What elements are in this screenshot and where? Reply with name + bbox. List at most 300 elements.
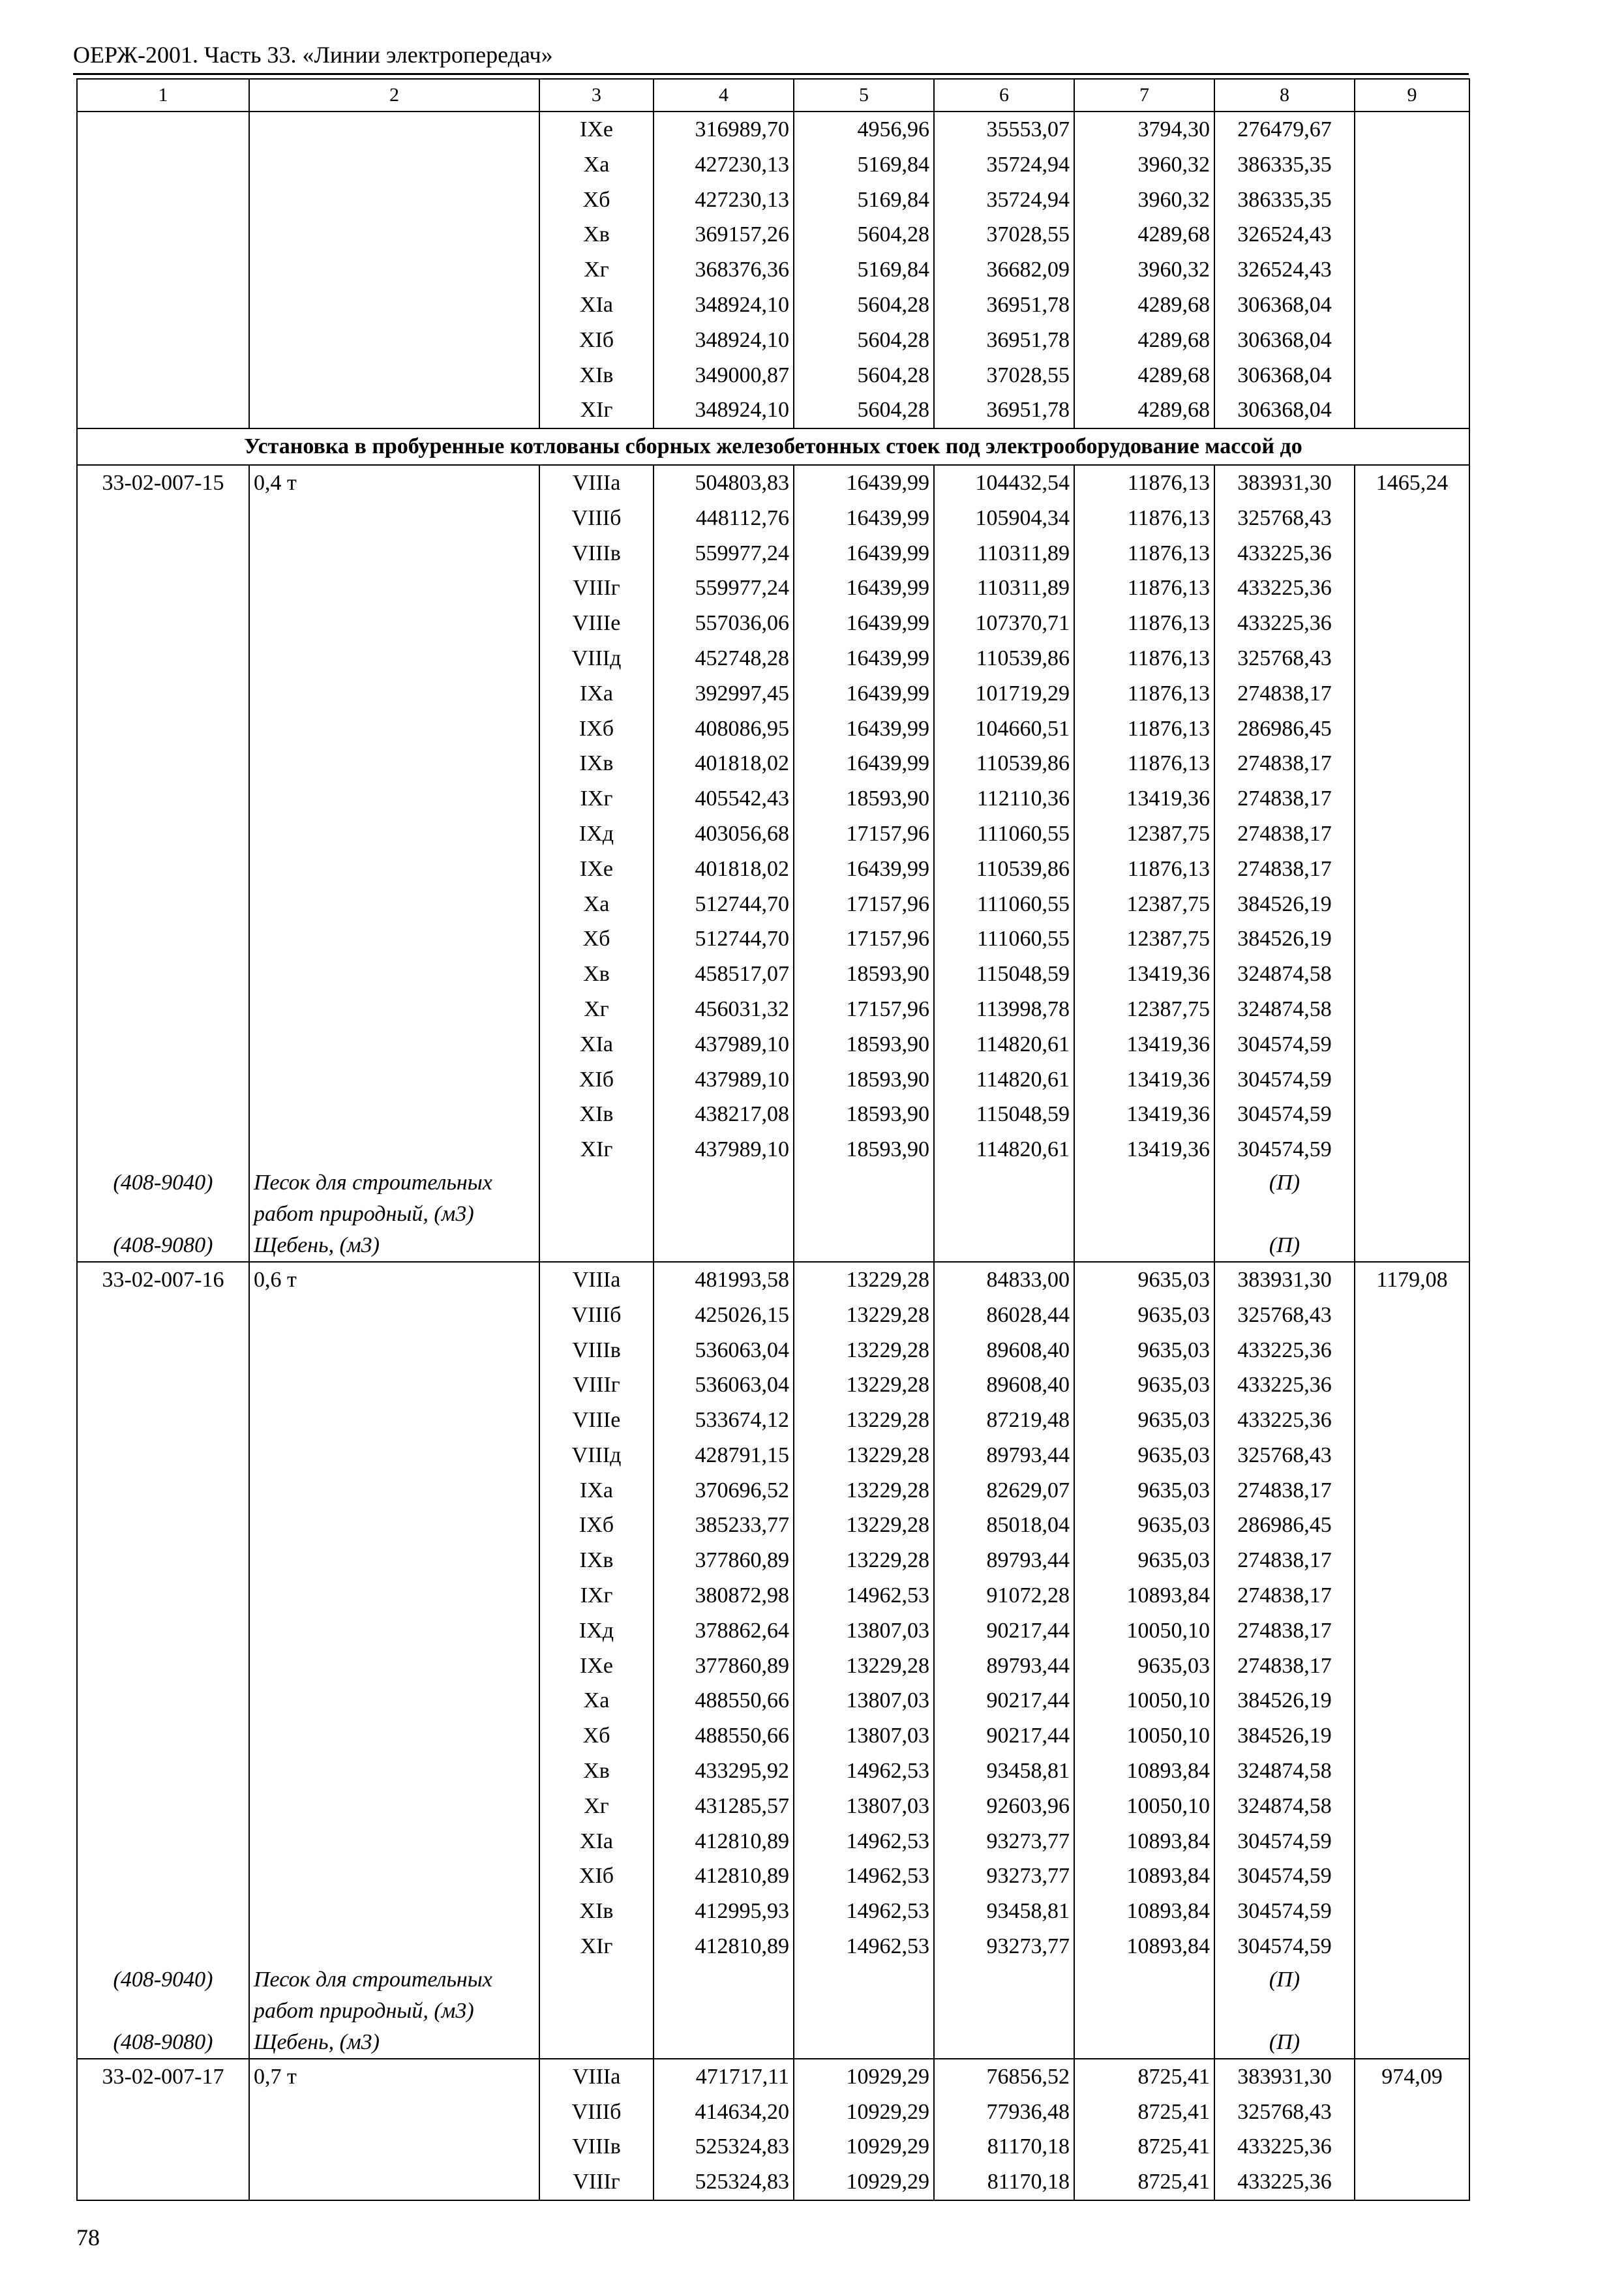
zone-cell: IXб [539,711,654,747]
code-cell [77,1824,249,1859]
value-cell: 35724,94 [934,147,1074,183]
value-cell: 383931,30 [1214,2059,1355,2095]
material-mark: (П) [1214,1167,1355,1199]
name-cell [249,921,539,957]
value-cell: 81170,18 [934,2164,1074,2200]
value-cell: 16439,99 [794,852,934,887]
column-number: 8 [1214,79,1355,112]
code-cell [77,852,249,887]
name-cell [249,1894,539,1929]
table-row [77,112,1469,147]
zone-cell: Xa [539,147,654,183]
material-row [77,1230,1469,1262]
value-cell: 92603,96 [934,1789,1074,1824]
value-cell: 274838,17 [1214,1649,1355,1684]
value-cell: 325768,43 [1214,1438,1355,1473]
column-number: 6 [934,79,1074,112]
table-row [77,1062,1469,1098]
code-cell [77,746,249,781]
value-cell: 378862,64 [654,1613,794,1649]
value-cell: 5169,84 [794,147,934,183]
name-cell [249,1789,539,1824]
material-code [77,1996,249,2027]
value-cell: 13419,36 [1074,781,1214,816]
value-cell: 89793,44 [934,1649,1074,1684]
empty-cell [794,1167,934,1199]
code-cell [77,781,249,816]
value-cell: 9635,03 [1074,1438,1214,1473]
col9-cell [1355,323,1469,358]
col9-cell [1355,921,1469,957]
section-row [77,428,1469,465]
value-cell: 13229,28 [794,1438,934,1473]
zone-cell: VIIIг [539,2164,654,2200]
code-cell [77,676,249,711]
value-cell: 433225,36 [1214,606,1355,641]
value-cell: 114820,61 [934,1132,1074,1167]
value-cell: 13229,28 [794,1649,934,1684]
value-cell: 412810,89 [654,1824,794,1859]
value-cell: 504803,83 [654,465,794,501]
value-cell: 13807,03 [794,1613,934,1649]
code-cell [77,1473,249,1508]
value-cell: 325768,43 [1214,1298,1355,1333]
material-code: (408-9040) [77,1964,249,1996]
value-cell: 9635,03 [1074,1543,1214,1578]
empty-cell [1355,1964,1469,1996]
value-cell: 488550,66 [654,1683,794,1718]
col9-cell [1355,1508,1469,1543]
code-cell [77,641,249,676]
col9-cell [1355,641,1469,676]
value-cell: 82629,07 [934,1473,1074,1508]
table-row [77,1027,1469,1062]
table-row [77,1859,1469,1894]
name-cell [249,1333,539,1368]
col9-cell: 1465,24 [1355,465,1469,501]
zone-cell: Xг [539,252,654,288]
zone-cell: XIa [539,1027,654,1062]
empty-cell [934,2027,1074,2059]
value-cell: 326524,43 [1214,252,1355,288]
zone-cell: VIIIд [539,641,654,676]
value-cell: 304574,59 [1214,1929,1355,1964]
code-cell [77,358,249,393]
name-cell [249,1543,539,1578]
code-cell [77,1508,249,1543]
material-code: (408-9040) [77,1167,249,1199]
empty-cell [539,1199,654,1230]
value-cell: 13229,28 [794,1403,934,1438]
value-cell: 9635,03 [1074,1368,1214,1403]
value-cell: 11876,13 [1074,641,1214,676]
name-cell [249,1473,539,1508]
value-cell: 488550,66 [654,1718,794,1754]
value-cell: 93273,77 [934,1859,1074,1894]
empty-cell [934,1230,1074,1262]
value-cell: 5169,84 [794,183,934,218]
value-cell: 405542,43 [654,781,794,816]
value-cell: 14962,53 [794,1929,934,1964]
table-row [77,921,1469,957]
value-cell: 274838,17 [1214,781,1355,816]
value-cell: 368376,36 [654,252,794,288]
col9-cell [1355,217,1469,252]
empty-cell [1074,1230,1214,1262]
value-cell: 384526,19 [1214,921,1355,957]
value-cell: 437989,10 [654,1062,794,1098]
zone-cell: Xб [539,183,654,218]
code-cell [77,1403,249,1438]
material-mark: (П) [1214,1230,1355,1262]
value-cell: 369157,26 [654,217,794,252]
name-cell [249,1062,539,1098]
material-name: Песок для строительных [249,1167,539,1199]
value-cell: 9635,03 [1074,1508,1214,1543]
value-cell: 10929,29 [794,2164,934,2200]
zone-cell: Xa [539,1683,654,1718]
empty-cell [1074,1199,1214,1230]
table-row [77,641,1469,676]
table-row [77,1754,1469,1789]
col9-cell [1355,1298,1469,1333]
value-cell: 111060,55 [934,921,1074,957]
empty-cell [1074,1996,1214,2027]
code-cell [77,288,249,323]
zone-cell: IXa [539,676,654,711]
name-cell [249,1613,539,1649]
code-cell [77,1789,249,1824]
zone-cell: Xб [539,921,654,957]
zone-cell: IXд [539,816,654,852]
value-cell: 425026,15 [654,1298,794,1333]
zone-cell: XIб [539,1859,654,1894]
empty-cell [1355,2027,1469,2059]
column-number: 7 [1074,79,1214,112]
value-cell: 433225,36 [1214,2129,1355,2164]
value-cell: 401818,02 [654,852,794,887]
value-cell: 5604,28 [794,323,934,358]
col9-cell [1355,676,1469,711]
value-cell: 384526,19 [1214,887,1355,922]
value-cell: 433225,36 [1214,2164,1355,2200]
value-cell: 84833,00 [934,1262,1074,1298]
code-cell [77,1132,249,1167]
code-cell [77,816,249,852]
name-cell [249,1754,539,1789]
zone-cell: XIб [539,323,654,358]
name-cell [249,1718,539,1754]
value-cell: 10893,84 [1074,1894,1214,1929]
zone-cell: VIIIa [539,465,654,501]
value-cell: 559977,24 [654,536,794,571]
zone-cell: XIг [539,393,654,428]
material-row [77,2027,1469,2059]
name-cell [249,816,539,852]
value-cell: 37028,55 [934,217,1074,252]
empty-cell [794,1199,934,1230]
name-cell [249,1578,539,1613]
table-row [77,536,1469,571]
table-row [77,217,1469,252]
code-cell [77,2129,249,2164]
col9-cell [1355,1754,1469,1789]
value-cell: 85018,04 [934,1508,1074,1543]
zone-cell: XIa [539,288,654,323]
value-cell: 512744,70 [654,921,794,957]
empty-cell [934,1996,1074,2027]
value-cell: 87219,48 [934,1403,1074,1438]
value-cell: 10050,10 [1074,1789,1214,1824]
value-cell: 10893,84 [1074,1754,1214,1789]
name-cell [249,1929,539,1964]
zone-cell: VIIIг [539,571,654,606]
value-cell: 525324,83 [654,2164,794,2200]
value-cell: 386335,35 [1214,183,1355,218]
name-cell [249,746,539,781]
value-cell: 438217,08 [654,1097,794,1132]
col9-cell [1355,887,1469,922]
zone-cell: VIIIб [539,1298,654,1333]
empty-cell [539,1964,654,1996]
value-cell: 111060,55 [934,887,1074,922]
value-cell: 383931,30 [1214,1262,1355,1298]
value-cell: 433225,36 [1214,1333,1355,1368]
value-cell: 36951,78 [934,393,1074,428]
zone-cell: Xб [539,1718,654,1754]
empty-cell [1355,1167,1469,1199]
table-row [77,323,1469,358]
material-row [77,1199,1469,1230]
table-row [77,1613,1469,1649]
name-cell [249,1508,539,1543]
zone-cell: IXe [539,112,654,147]
empty-cell [654,1167,794,1199]
col9-cell [1355,1718,1469,1754]
code-cell [77,1754,249,1789]
code-cell [77,1543,249,1578]
name-cell [249,323,539,358]
table-row [77,358,1469,393]
zone-cell: VIIIe [539,1403,654,1438]
value-cell: 5604,28 [794,217,934,252]
zone-cell: XIв [539,1894,654,1929]
value-cell: 9635,03 [1074,1403,1214,1438]
zone-cell: VIIIд [539,1438,654,1473]
value-cell: 4289,68 [1074,393,1214,428]
name-cell [249,358,539,393]
value-cell: 324874,58 [1214,957,1355,992]
zone-cell: VIIIб [539,2095,654,2130]
code-cell [77,1333,249,1368]
empty-cell [654,1964,794,1996]
value-cell: 304574,59 [1214,1132,1355,1167]
material-row [77,1964,1469,1996]
value-cell: 115048,59 [934,1097,1074,1132]
name-cell [249,1368,539,1403]
zone-cell: IXб [539,1508,654,1543]
zone-cell: VIIIв [539,2129,654,2164]
col9-cell [1355,1613,1469,1649]
table-row [77,1262,1469,1298]
col9-cell [1355,2164,1469,2200]
value-cell: 274838,17 [1214,676,1355,711]
name-cell [249,957,539,992]
material-code: (408-9080) [77,2027,249,2059]
value-cell: 17157,96 [794,887,934,922]
value-cell: 16439,99 [794,711,934,747]
value-cell: 93273,77 [934,1824,1074,1859]
value-cell: 13419,36 [1074,1062,1214,1098]
value-cell: 13229,28 [794,1333,934,1368]
value-cell: 536063,04 [654,1368,794,1403]
value-cell: 433225,36 [1214,536,1355,571]
value-cell: 536063,04 [654,1333,794,1368]
col9-cell [1355,816,1469,852]
value-cell: 104432,54 [934,465,1074,501]
value-cell: 10050,10 [1074,1718,1214,1754]
table-row [77,1824,1469,1859]
col9-cell [1355,183,1469,218]
name-cell: 0,4 т [249,465,539,501]
value-cell: 11876,13 [1074,465,1214,501]
code-cell [77,147,249,183]
col9-cell [1355,992,1469,1027]
material-mark: (П) [1214,2027,1355,2059]
material-mark: (П) [1214,1964,1355,1996]
zone-cell: IXг [539,781,654,816]
code-cell [77,2164,249,2200]
value-cell: 16439,99 [794,536,934,571]
value-cell: 18593,90 [794,1062,934,1098]
name-cell [249,992,539,1027]
value-cell: 18593,90 [794,781,934,816]
code-cell [77,252,249,288]
table-row [77,1403,1469,1438]
empty-cell [1355,1996,1469,2027]
zone-cell: XIв [539,358,654,393]
value-cell: 384526,19 [1214,1683,1355,1718]
zone-cell: Xв [539,1754,654,1789]
col9-cell [1355,781,1469,816]
zone-cell: IXe [539,852,654,887]
value-cell: 8725,41 [1074,2059,1214,2095]
value-cell: 274838,17 [1214,1578,1355,1613]
zone-cell: Xг [539,992,654,1027]
value-cell: 16439,99 [794,501,934,536]
col9-cell [1355,1438,1469,1473]
table-row [77,2095,1469,2130]
value-cell: 14962,53 [794,1578,934,1613]
value-cell: 9635,03 [1074,1473,1214,1508]
material-code: (408-9080) [77,1230,249,1262]
value-cell: 3794,30 [1074,112,1214,147]
code-cell [77,2095,249,2130]
value-cell: 13419,36 [1074,957,1214,992]
value-cell: 386335,35 [1214,147,1355,183]
name-cell [249,112,539,147]
value-cell: 91072,28 [934,1578,1074,1613]
table-row [77,676,1469,711]
table-row [77,1298,1469,1333]
value-cell: 10929,29 [794,2059,934,2095]
value-cell: 12387,75 [1074,992,1214,1027]
value-cell: 471717,11 [654,2059,794,2095]
value-cell: 414634,20 [654,2095,794,2130]
col9-cell [1355,1859,1469,1894]
table-row [77,746,1469,781]
name-cell [249,536,539,571]
value-cell: 304574,59 [1214,1859,1355,1894]
value-cell: 89608,40 [934,1333,1074,1368]
material-name: Песок для строительных [249,1964,539,1996]
name-cell [249,1649,539,1684]
value-cell: 408086,95 [654,711,794,747]
table-row [77,252,1469,288]
value-cell: 114820,61 [934,1027,1074,1062]
value-cell: 13807,03 [794,1718,934,1754]
col9-cell [1355,501,1469,536]
empty-cell [794,1230,934,1262]
value-cell: 13229,28 [794,1262,934,1298]
code-cell [77,112,249,147]
value-cell: 13229,28 [794,1473,934,1508]
code-cell [77,1062,249,1098]
value-cell: 4956,96 [794,112,934,147]
table-row [77,1894,1469,1929]
name-cell [249,2164,539,2200]
value-cell: 325768,43 [1214,501,1355,536]
name-cell: 0,7 т [249,2059,539,2095]
code-cell [77,1027,249,1062]
col9-cell [1355,1649,1469,1684]
code-cell [77,1894,249,1929]
value-cell: 114820,61 [934,1062,1074,1098]
value-cell: 10893,84 [1074,1929,1214,1964]
table-row [77,1649,1469,1684]
code-cell [77,1438,249,1473]
zone-cell: XIa [539,1824,654,1859]
code-cell [77,393,249,428]
value-cell: 11876,13 [1074,676,1214,711]
col9-cell [1355,1403,1469,1438]
value-cell: 13229,28 [794,1368,934,1403]
table-row [77,571,1469,606]
value-cell: 437989,10 [654,1027,794,1062]
value-cell: 16439,99 [794,571,934,606]
col9-cell [1355,1824,1469,1859]
value-cell: 458517,07 [654,957,794,992]
table-row [77,1578,1469,1613]
code-cell: 33-02-007-15 [77,465,249,501]
col9-cell [1355,2095,1469,2130]
value-cell: 380872,98 [654,1578,794,1613]
value-cell: 8725,41 [1074,2164,1214,2200]
name-cell [249,711,539,747]
zone-cell: Xa [539,887,654,922]
name-cell [249,676,539,711]
value-cell: 14962,53 [794,1859,934,1894]
value-cell: 16439,99 [794,606,934,641]
value-cell: 77936,48 [934,2095,1074,2130]
value-cell: 412810,89 [654,1929,794,1964]
value-cell: 86028,44 [934,1298,1074,1333]
col9-cell [1355,1062,1469,1098]
value-cell: 110311,89 [934,571,1074,606]
value-cell: 3960,32 [1074,147,1214,183]
name-cell [249,1097,539,1132]
value-cell: 111060,55 [934,816,1074,852]
